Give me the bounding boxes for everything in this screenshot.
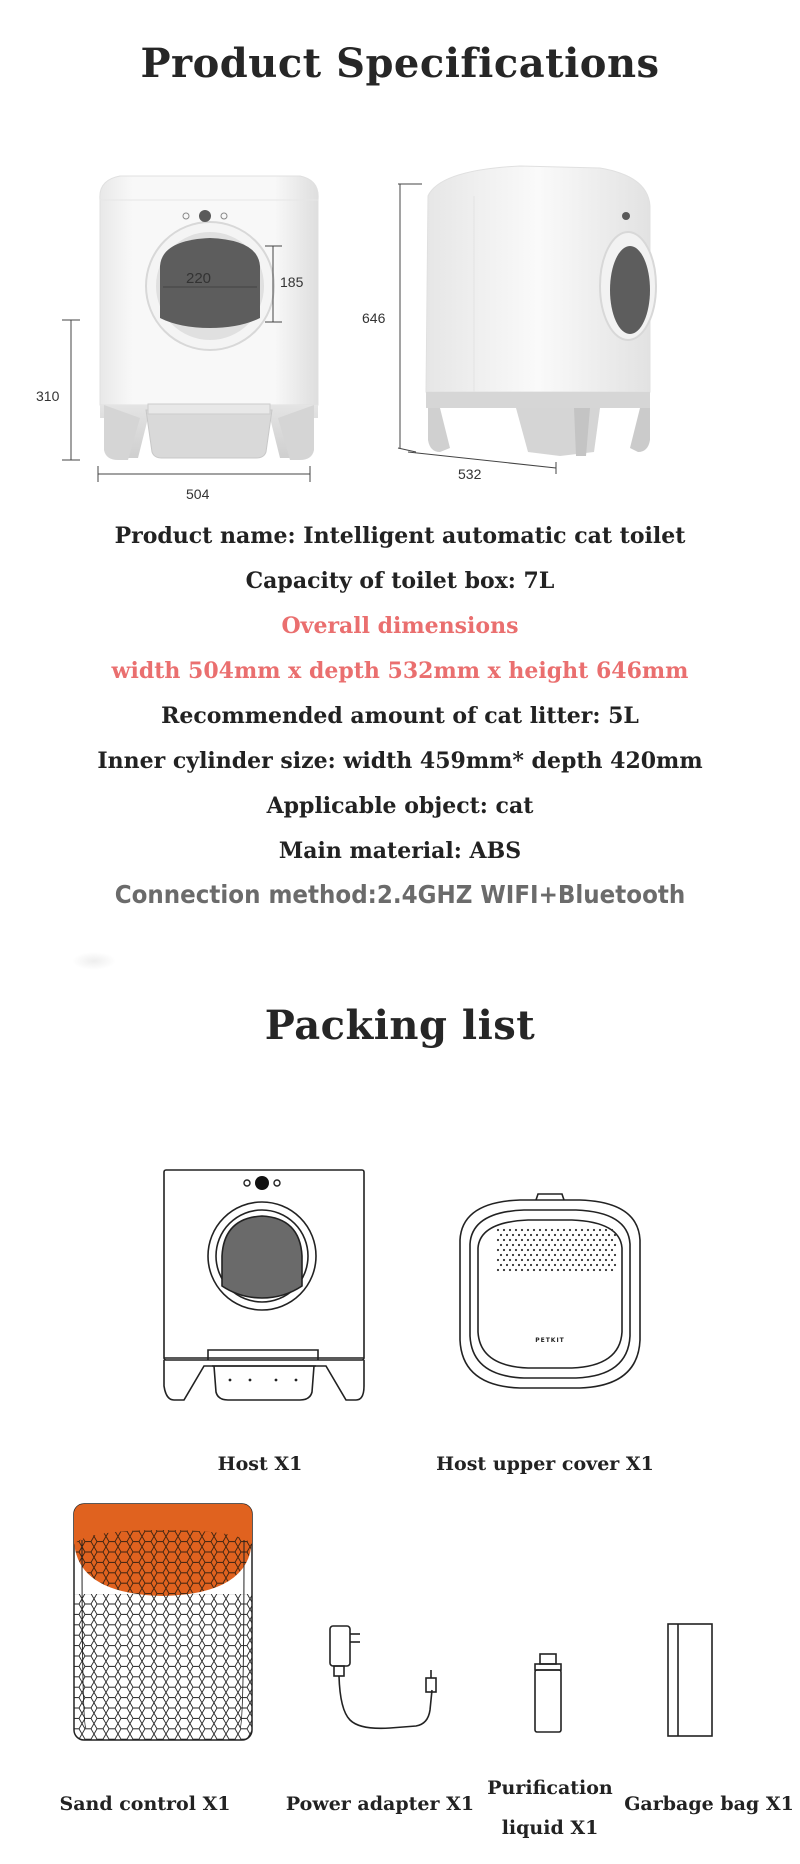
packing-item-upper-cover-label: Host upper cover X1	[436, 1453, 654, 1475]
spec-overall-dimensions-value: width 504mm x depth 532mm x height 646mm	[111, 658, 689, 684]
brand-mark: PETKIT	[535, 1337, 565, 1344]
spec-capacity: Capacity of toilet box: 7L	[245, 568, 555, 594]
vent-dots	[497, 1229, 616, 1271]
packing-item-sand-control-label: Sand control X1	[59, 1793, 231, 1815]
opening-width-label: 220	[186, 270, 212, 287]
packing-item-purification-label	[470, 1768, 630, 1848]
packing-item-garbage-bag-label: Garbage bag X1	[624, 1793, 794, 1815]
sand-control-drawing	[70, 1500, 260, 1750]
base-height-label: 310	[36, 388, 60, 404]
depth-label: 532	[458, 466, 482, 482]
power-adapter-drawing	[320, 1620, 450, 1740]
host-drawing	[150, 1160, 380, 1410]
opening-height-label: 185	[280, 274, 304, 290]
host-upper-cover-drawing	[440, 1180, 660, 1410]
spec-connection: Connection method:2.4GHZ WIFI+Bluetooth	[114, 880, 686, 909]
purification-label-line2: liquid X1	[501, 1817, 599, 1839]
decorative-smudge	[72, 952, 116, 970]
specifications-title: Product Specifications	[140, 40, 660, 87]
packing-item-power-adapter-label: Power adapter X1	[285, 1793, 475, 1815]
purification-label-line1: Purification	[487, 1777, 613, 1799]
front-view-illustration	[0, 0, 800, 520]
packing-item-host-label: Host X1	[217, 1453, 303, 1475]
front-width-label: 504	[186, 486, 210, 502]
side-unit	[426, 166, 656, 456]
spec-product-name: Product name: Intelligent automatic cat toilet	[114, 523, 686, 549]
spec-litter-amount: Recommended amount of cat litter: 5L	[161, 703, 639, 729]
spec-inner-cylinder: Inner cylinder size: width 459mm* depth 420mm	[97, 748, 703, 774]
spec-main-material: Main material: ABS	[278, 838, 522, 864]
packing-title: Packing list	[264, 1002, 536, 1049]
purification-liquid-drawing	[528, 1650, 568, 1736]
overall-height-label: 646	[362, 310, 386, 326]
spec-applicable-object: Applicable object: cat	[266, 793, 534, 819]
garbage-bag-drawing	[664, 1620, 720, 1740]
front-unit	[100, 176, 318, 460]
spec-overall-dimensions-label: Overall dimensions	[281, 613, 519, 639]
